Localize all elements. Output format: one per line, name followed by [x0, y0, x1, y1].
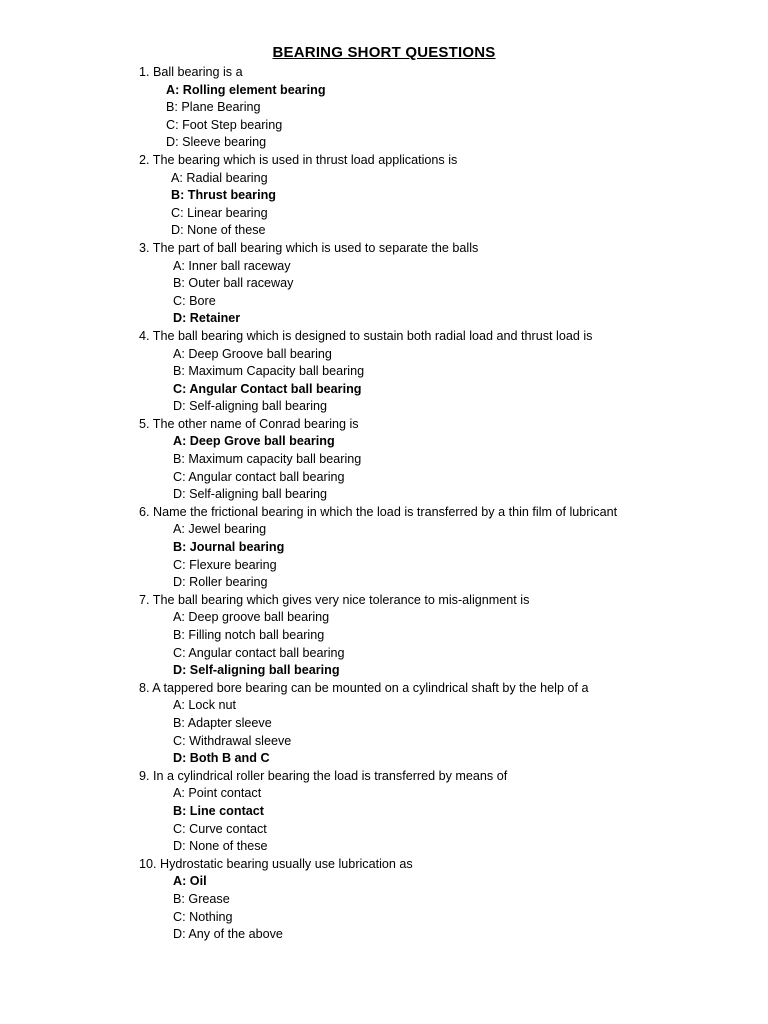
question-7-option-a: A: Deep groove ball bearing: [173, 610, 330, 625]
question-4: 4. The ball bearing which is designed to sustain both radial load and thrust load is: [139, 328, 593, 343]
question-7-option-b: B: Filling notch ball bearing: [173, 628, 325, 642]
question-9-option-b: B: Line contact: [173, 803, 264, 818]
question-9-option-c: C: Curve contact: [173, 821, 267, 836]
question-5: 5. The other name of Conrad bearing is: [139, 416, 359, 431]
question-3-option-d: D: Retainer: [173, 311, 241, 326]
question-9: 9. In a cylindrical roller bearing the load is transferred by means of: [139, 768, 508, 783]
question-9-option-d: D: None of these: [173, 839, 268, 854]
question-6-option-a: A: Jewel bearing: [173, 522, 267, 537]
question-8-option-a: A: Lock nut: [173, 698, 237, 713]
question-5-option-b: B: Maximum capacity ball bearing: [173, 452, 362, 467]
question-5-option-d: D: Self-aligning ball bearing: [173, 487, 328, 502]
question-1-option-c: C: Foot Step bearing: [166, 117, 283, 132]
question-2-option-d: D: None of these: [171, 223, 266, 238]
question-6: 6. Name the frictional bearing in which the load is transferred by a thin film of lubricant: [139, 504, 618, 519]
question-9-option-a: A: Point contact: [173, 786, 262, 801]
question-list: [139, 64, 749, 944]
question-7-option-d: D: Self-aligning ball bearing: [173, 663, 340, 678]
question-1-option-a: A: Rolling element bearing: [166, 82, 326, 97]
question-3: 3. The part of ball bearing which is used to separate the balls: [139, 240, 479, 255]
question-1-option-d: D: Sleeve bearing: [166, 135, 267, 150]
question-10-option-a: A: Oil: [173, 874, 207, 889]
question-2-option-a: A: Radial bearing: [171, 170, 268, 185]
question-2: 2. The bearing which is used in thrust load applications is: [139, 152, 458, 167]
question-10: 10. Hydrostatic bearing usually use lubrication as: [139, 856, 413, 871]
question-2-option-c: C: Linear bearing: [171, 205, 268, 220]
question-6-option-c: C: Flexure bearing: [173, 557, 277, 572]
question-5-option-c: C: Angular contact ball bearing: [173, 469, 345, 484]
question-6-option-b: B: Journal bearing: [173, 540, 285, 555]
question-10-option-d: D: Any of the above: [173, 927, 283, 942]
question-3-option-c: C: Bore: [173, 293, 216, 308]
question-4-option-a: A: Deep Groove ball bearing: [173, 346, 332, 361]
question-7-option-c: C: Angular contact ball bearing: [173, 645, 345, 660]
question-4-option-b: B: Maximum Capacity ball bearing: [173, 364, 365, 379]
question-8-option-c: C: Withdrawal sleeve: [173, 733, 292, 748]
question-2-option-b: B: Thrust bearing: [171, 188, 276, 203]
question-3-option-b: B: Outer ball raceway: [173, 276, 294, 291]
question-1: 1. Ball bearing is a: [139, 65, 243, 79]
question-4-option-d: D: Self-aligning ball bearing: [173, 399, 328, 414]
question-3-option-a: A: Inner ball raceway: [173, 258, 291, 273]
question-10-option-c: C: Nothing: [173, 909, 233, 924]
question-5-option-a: A: Deep Grove ball bearing: [173, 434, 335, 449]
question-8-option-b: B: Adapter sleeve: [173, 715, 272, 730]
question-10-option-b: B: Grease: [173, 891, 230, 906]
question-1-option-b: B: Plane Bearing: [166, 100, 261, 115]
page-title: BEARING SHORT QUESTIONS: [272, 44, 496, 61]
question-8: 8. A tappered bore bearing can be mounted on a cylindrical shaft by the help of a: [139, 680, 589, 695]
question-8-option-d: D: Both B and C: [173, 751, 270, 766]
question-4-option-c: C: Angular Contact ball bearing: [173, 381, 362, 396]
question-7: 7. The ball bearing which gives very nice tolerance to mis-alignment is: [139, 592, 530, 607]
question-6-option-d: D: Roller bearing: [173, 575, 268, 590]
